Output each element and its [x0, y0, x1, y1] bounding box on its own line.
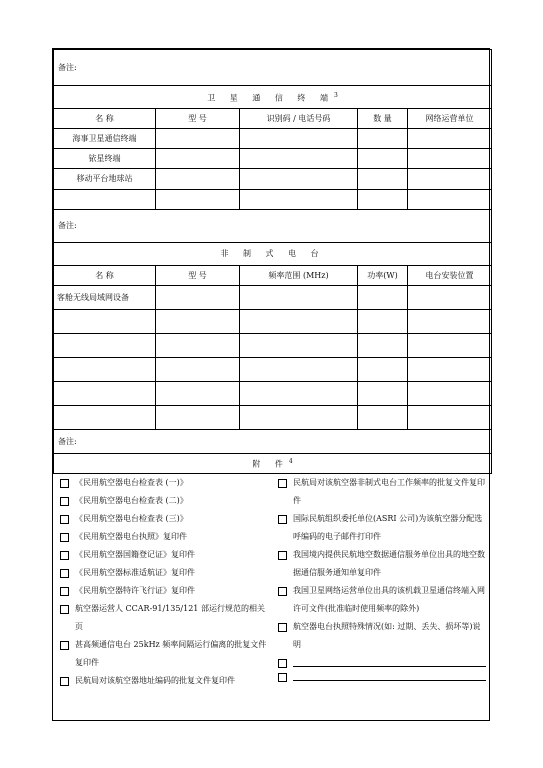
attachment-label: 《民用航空器特许飞行证》复印件: [75, 586, 195, 595]
table-cell[interactable]: [156, 286, 240, 310]
table-cell[interactable]: [156, 358, 240, 382]
table-cell[interactable]: [240, 149, 358, 169]
attachment-label: 航空器电台执照特殊情况(如: 过期、丢失、损坏等)说明: [293, 622, 481, 649]
attachment-label: 甚高频通信电台 25kHz 频率间隔运行偏离的批复文件复印件: [75, 640, 267, 667]
table-cell[interactable]: [54, 190, 156, 210]
table-cell[interactable]: [240, 169, 358, 190]
checkbox[interactable]: [60, 479, 69, 488]
blank-line[interactable]: [293, 654, 486, 667]
attachment-label: 《民用航空器电台检查表 (一)》: [75, 478, 188, 487]
table-row: [54, 286, 492, 310]
table-row: [54, 149, 492, 169]
table-cell[interactable]: [358, 358, 408, 382]
note-top[interactable]: 备注:: [54, 50, 492, 86]
col-header: 型 号: [156, 109, 240, 129]
table-cell[interactable]: [240, 190, 358, 210]
attachment-item[interactable]: [274, 582, 486, 618]
table-cell[interactable]: 移动平台地球站: [54, 169, 156, 190]
table-cell[interactable]: [240, 382, 358, 406]
attachment-item-blank[interactable]: [274, 668, 486, 682]
table-row: [54, 129, 492, 149]
note-satellite[interactable]: 备注:: [54, 210, 492, 243]
table-cell[interactable]: [408, 169, 492, 190]
attachments-title-text: 附 件: [252, 459, 289, 469]
table-cell[interactable]: [54, 382, 156, 406]
attachment-item[interactable]: [56, 492, 268, 510]
table-cell[interactable]: [358, 149, 408, 169]
table-cell[interactable]: [156, 149, 240, 169]
attachment-label: 《民用航空器电台检查表 (二)》: [75, 496, 188, 505]
col-header: 名 称: [54, 266, 156, 286]
table-cell[interactable]: 海事卫星通信终端: [54, 129, 156, 149]
table-cell[interactable]: 铱星终端: [54, 149, 156, 169]
table-cell[interactable]: [408, 286, 492, 310]
col-header: 名 称: [54, 109, 156, 129]
attachment-label: 《民用航空器电台检查表 (三)》: [75, 514, 188, 523]
checkbox[interactable]: [60, 641, 69, 650]
attachment-item[interactable]: [274, 546, 486, 582]
satellite-section-title: [54, 86, 492, 109]
attachment-item[interactable]: [56, 582, 268, 600]
table-cell[interactable]: [240, 129, 358, 149]
table-cell[interactable]: [54, 406, 156, 430]
attachment-item[interactable]: [274, 510, 486, 546]
table-cell[interactable]: [408, 382, 492, 406]
attachment-item[interactable]: [274, 474, 486, 510]
attachment-item[interactable]: [56, 528, 268, 546]
attachments-left-column: [53, 474, 271, 690]
table-cell[interactable]: [358, 382, 408, 406]
attachments-section-title: [54, 454, 492, 474]
table-cell[interactable]: [358, 129, 408, 149]
table-row: [54, 406, 492, 430]
satellite-footnote: 3: [333, 91, 338, 99]
attachment-label: 民航局对该航空器地址编码的批复文件复印件: [75, 676, 235, 685]
table-cell[interactable]: [408, 190, 492, 210]
checkbox[interactable]: [60, 551, 69, 560]
col-header: 识别码 / 电话号码: [240, 109, 358, 129]
table-cell[interactable]: [358, 286, 408, 310]
note-non-fixed[interactable]: 备注:: [54, 430, 492, 454]
table-cell[interactable]: [358, 310, 408, 334]
table-row: [54, 334, 492, 358]
table-cell[interactable]: [156, 406, 240, 430]
table-cell[interactable]: 客舱无线局域网设备: [54, 286, 156, 310]
table-cell[interactable]: [408, 149, 492, 169]
attachment-item[interactable]: [56, 474, 268, 492]
table-cell[interactable]: [156, 310, 240, 334]
checkbox[interactable]: [60, 677, 69, 686]
attachment-label: 航空器运营人 CCAR-91/135/121 部运行规范的相关页: [75, 604, 265, 631]
satellite-title-text: 卫 星 通 信 终 端: [207, 93, 334, 103]
table-cell[interactable]: [408, 334, 492, 358]
non-fixed-header-row: [54, 266, 492, 286]
table-row: [54, 169, 492, 190]
attachment-item[interactable]: [56, 672, 268, 690]
attachments-table: [53, 474, 489, 690]
form-sheet: [52, 48, 490, 721]
checkbox[interactable]: [278, 673, 287, 682]
table-cell[interactable]: [156, 129, 240, 149]
table-cell[interactable]: [240, 406, 358, 430]
table-row: [54, 382, 492, 406]
table-cell[interactable]: [408, 406, 492, 430]
table-cell[interactable]: [240, 286, 358, 310]
attachment-item-blank[interactable]: [274, 654, 486, 668]
attachment-label: 国际民航组织委托单位(ASRI 公司)为该航空器分配选呼编码的电子邮件打印件: [293, 514, 483, 541]
form-table: [53, 49, 492, 474]
table-cell[interactable]: [240, 310, 358, 334]
col-header: 数 量: [358, 109, 408, 129]
attachment-label: 民航局对该航空器非制式电台工作频率的批复文件复印件: [293, 478, 485, 505]
attachment-item[interactable]: [274, 618, 486, 654]
table-cell[interactable]: [358, 169, 408, 190]
attachments-footnote: 4: [288, 458, 293, 466]
attachment-label: 《民用航空器标准适航证》复印件: [75, 568, 195, 577]
attachment-item[interactable]: [56, 546, 268, 564]
table-row: [54, 310, 492, 334]
col-header: 频率范围 (MHz): [240, 266, 358, 286]
checkbox[interactable]: [278, 551, 287, 560]
attachment-item[interactable]: [56, 636, 268, 672]
attachment-label: 《民用航空器国籍登记证》复印件: [75, 550, 195, 559]
checkbox[interactable]: [278, 515, 287, 524]
col-header: 网络运营单位: [408, 109, 492, 129]
table-cell[interactable]: [54, 358, 156, 382]
table-cell[interactable]: [358, 190, 408, 210]
attachment-label: 《民用航空器电台执照》复印件: [75, 532, 187, 541]
table-cell[interactable]: [156, 190, 240, 210]
satellite-header-row: [54, 109, 492, 129]
non-fixed-section-title: 非 制 式 电 台: [54, 243, 492, 266]
table-cell[interactable]: [408, 310, 492, 334]
blank-line[interactable]: [293, 668, 486, 681]
col-header: 型 号: [156, 266, 240, 286]
table-cell[interactable]: [408, 358, 492, 382]
table-cell[interactable]: [408, 129, 492, 149]
table-row: [54, 358, 492, 382]
checkbox[interactable]: [278, 587, 287, 596]
table-cell[interactable]: [358, 334, 408, 358]
checkbox[interactable]: [60, 515, 69, 524]
checkbox[interactable]: [60, 587, 69, 596]
col-header: 电台安装位置: [408, 266, 492, 286]
attachment-label: 我国卫星网络运营单位出具的该机载卫星通信终端入网许可文件(批准临时使用频率的除外): [293, 586, 485, 613]
col-header: 功率(W): [358, 266, 408, 286]
table-cell[interactable]: [240, 358, 358, 382]
attachment-label: 我国境内提供民航地空数据通信服务单位出具的地空数据通信服务通知单复印件: [293, 550, 485, 577]
checkbox[interactable]: [60, 497, 69, 506]
table-cell[interactable]: [156, 334, 240, 358]
attachment-item[interactable]: [56, 600, 268, 636]
table-cell[interactable]: [156, 382, 240, 406]
checkbox[interactable]: [278, 659, 287, 668]
table-cell[interactable]: [54, 310, 156, 334]
checkbox[interactable]: [278, 623, 287, 632]
checkbox[interactable]: [60, 533, 69, 542]
table-row: [54, 190, 492, 210]
attachment-item[interactable]: [56, 510, 268, 528]
checkbox[interactable]: [60, 569, 69, 578]
table-cell[interactable]: [156, 169, 240, 190]
table-cell[interactable]: [358, 406, 408, 430]
attachment-item[interactable]: [56, 564, 268, 582]
checkbox[interactable]: [60, 605, 69, 614]
table-cell[interactable]: [240, 334, 358, 358]
checkbox[interactable]: [278, 479, 287, 488]
attachments-right-column: [271, 474, 489, 690]
table-cell[interactable]: [54, 334, 156, 358]
